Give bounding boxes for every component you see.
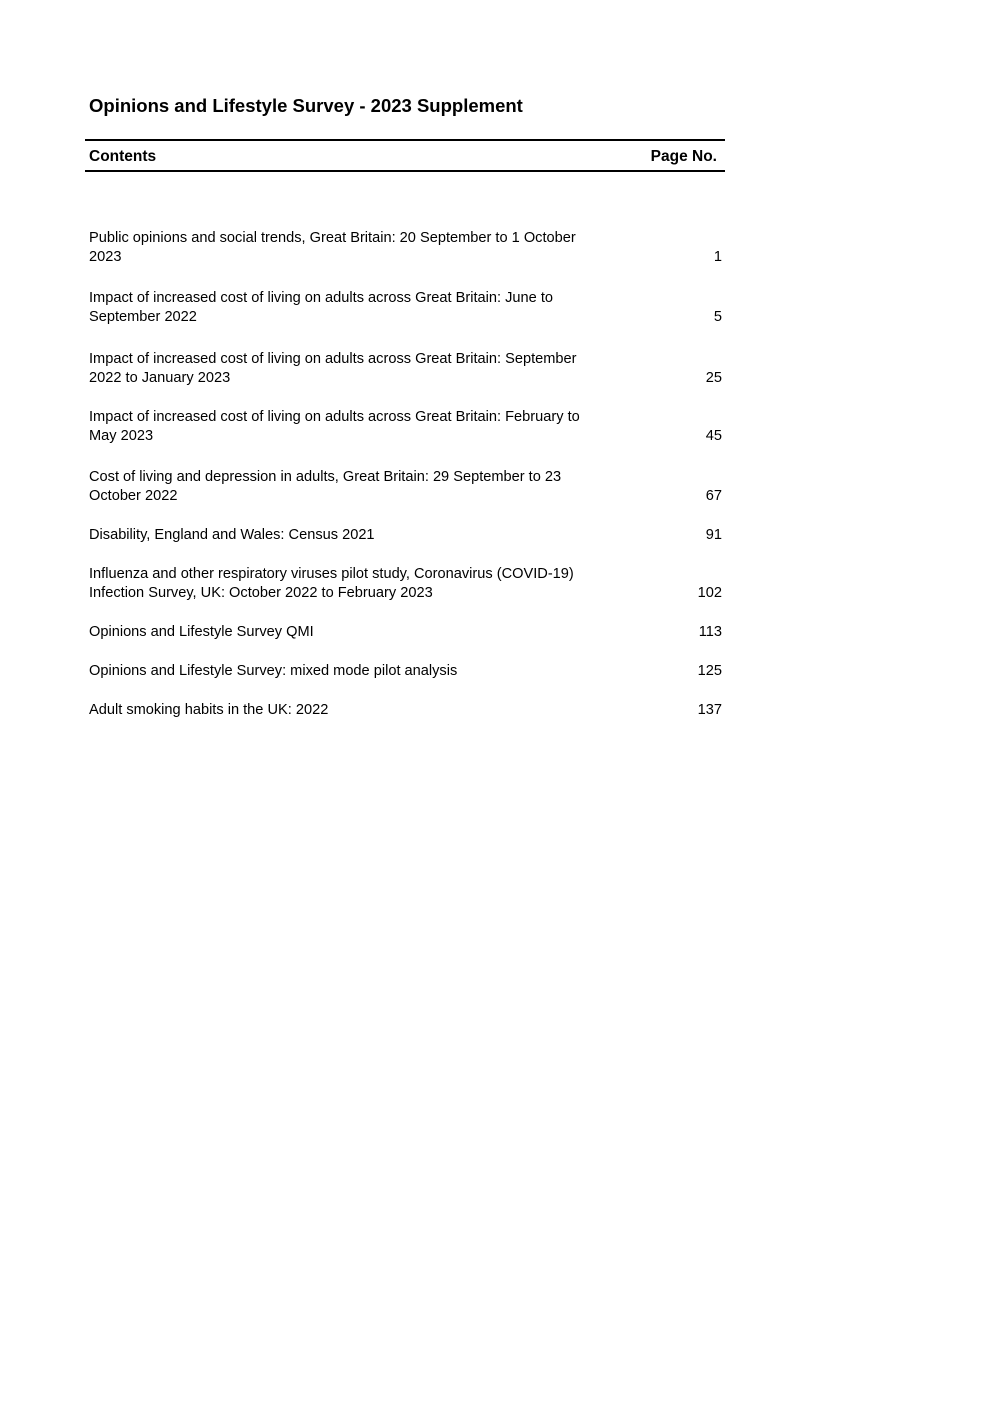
toc-entry-title: Opinions and Lifestyle Survey: mixed mode pilot analysis bbox=[89, 663, 458, 679]
toc-entry-title: Impact of increased cost of living on adults across Great Britain: June to September 2022 bbox=[89, 290, 553, 325]
toc-entry-page-number: 25 bbox=[705, 370, 722, 386]
toc-entry[interactable] bbox=[89, 229, 722, 267]
toc-entry[interactable] bbox=[89, 289, 722, 327]
toc-entry-page-number: 102 bbox=[697, 585, 722, 601]
toc-entry-page-number: 125 bbox=[697, 663, 722, 679]
contents-column-header: Contents bbox=[89, 148, 157, 165]
toc-entry[interactable] bbox=[89, 526, 722, 545]
toc-entry[interactable] bbox=[89, 701, 722, 720]
toc-entry-title: Opinions and Lifestyle Survey QMI bbox=[89, 624, 314, 640]
toc-entry-page-number: 1 bbox=[713, 249, 722, 265]
toc-entry[interactable] bbox=[89, 468, 722, 506]
toc-entry[interactable] bbox=[89, 623, 722, 642]
toc-entry-title: Disability, England and Wales: Census 2021 bbox=[89, 527, 375, 543]
contents-table-header bbox=[85, 139, 725, 172]
toc-entry-page-number: 67 bbox=[705, 488, 722, 504]
toc-entry-title: Influenza and other respiratory viruses pilot study, Coronavirus (COVID-19) Infection Survey, UK: October 2022 to February 2023 bbox=[89, 566, 574, 601]
toc-entry-page-number: 113 bbox=[698, 624, 722, 640]
toc-entry-page-number: 137 bbox=[697, 702, 722, 718]
toc-entry[interactable] bbox=[89, 662, 722, 681]
toc-entry-page-number: 45 bbox=[705, 428, 722, 444]
document-title: Opinions and Lifestyle Survey - 2023 Supplement bbox=[89, 95, 523, 116]
toc-entry[interactable] bbox=[89, 565, 722, 603]
toc-entry-title: Public opinions and social trends, Great Britain: 20 September to 1 October 2023 bbox=[89, 230, 576, 265]
toc-entry-page-number: 91 bbox=[705, 527, 722, 543]
toc-entry[interactable] bbox=[89, 408, 722, 446]
toc-entry-title: Adult smoking habits in the UK: 2022 bbox=[89, 702, 329, 718]
page-number-column-header: Page No. bbox=[650, 148, 717, 165]
toc-entry-title: Impact of increased cost of living on adults across Great Britain: September 2022 to January 2023 bbox=[89, 351, 577, 386]
toc-entry-title: Cost of living and depression in adults, Great Britain: 29 September to 23 October 2022 bbox=[89, 469, 562, 504]
toc-entry[interactable] bbox=[89, 350, 722, 388]
toc-entry-title: Impact of increased cost of living on adults across Great Britain: February to May 2023 bbox=[89, 409, 580, 444]
toc-entry-page-number: 5 bbox=[713, 309, 722, 325]
